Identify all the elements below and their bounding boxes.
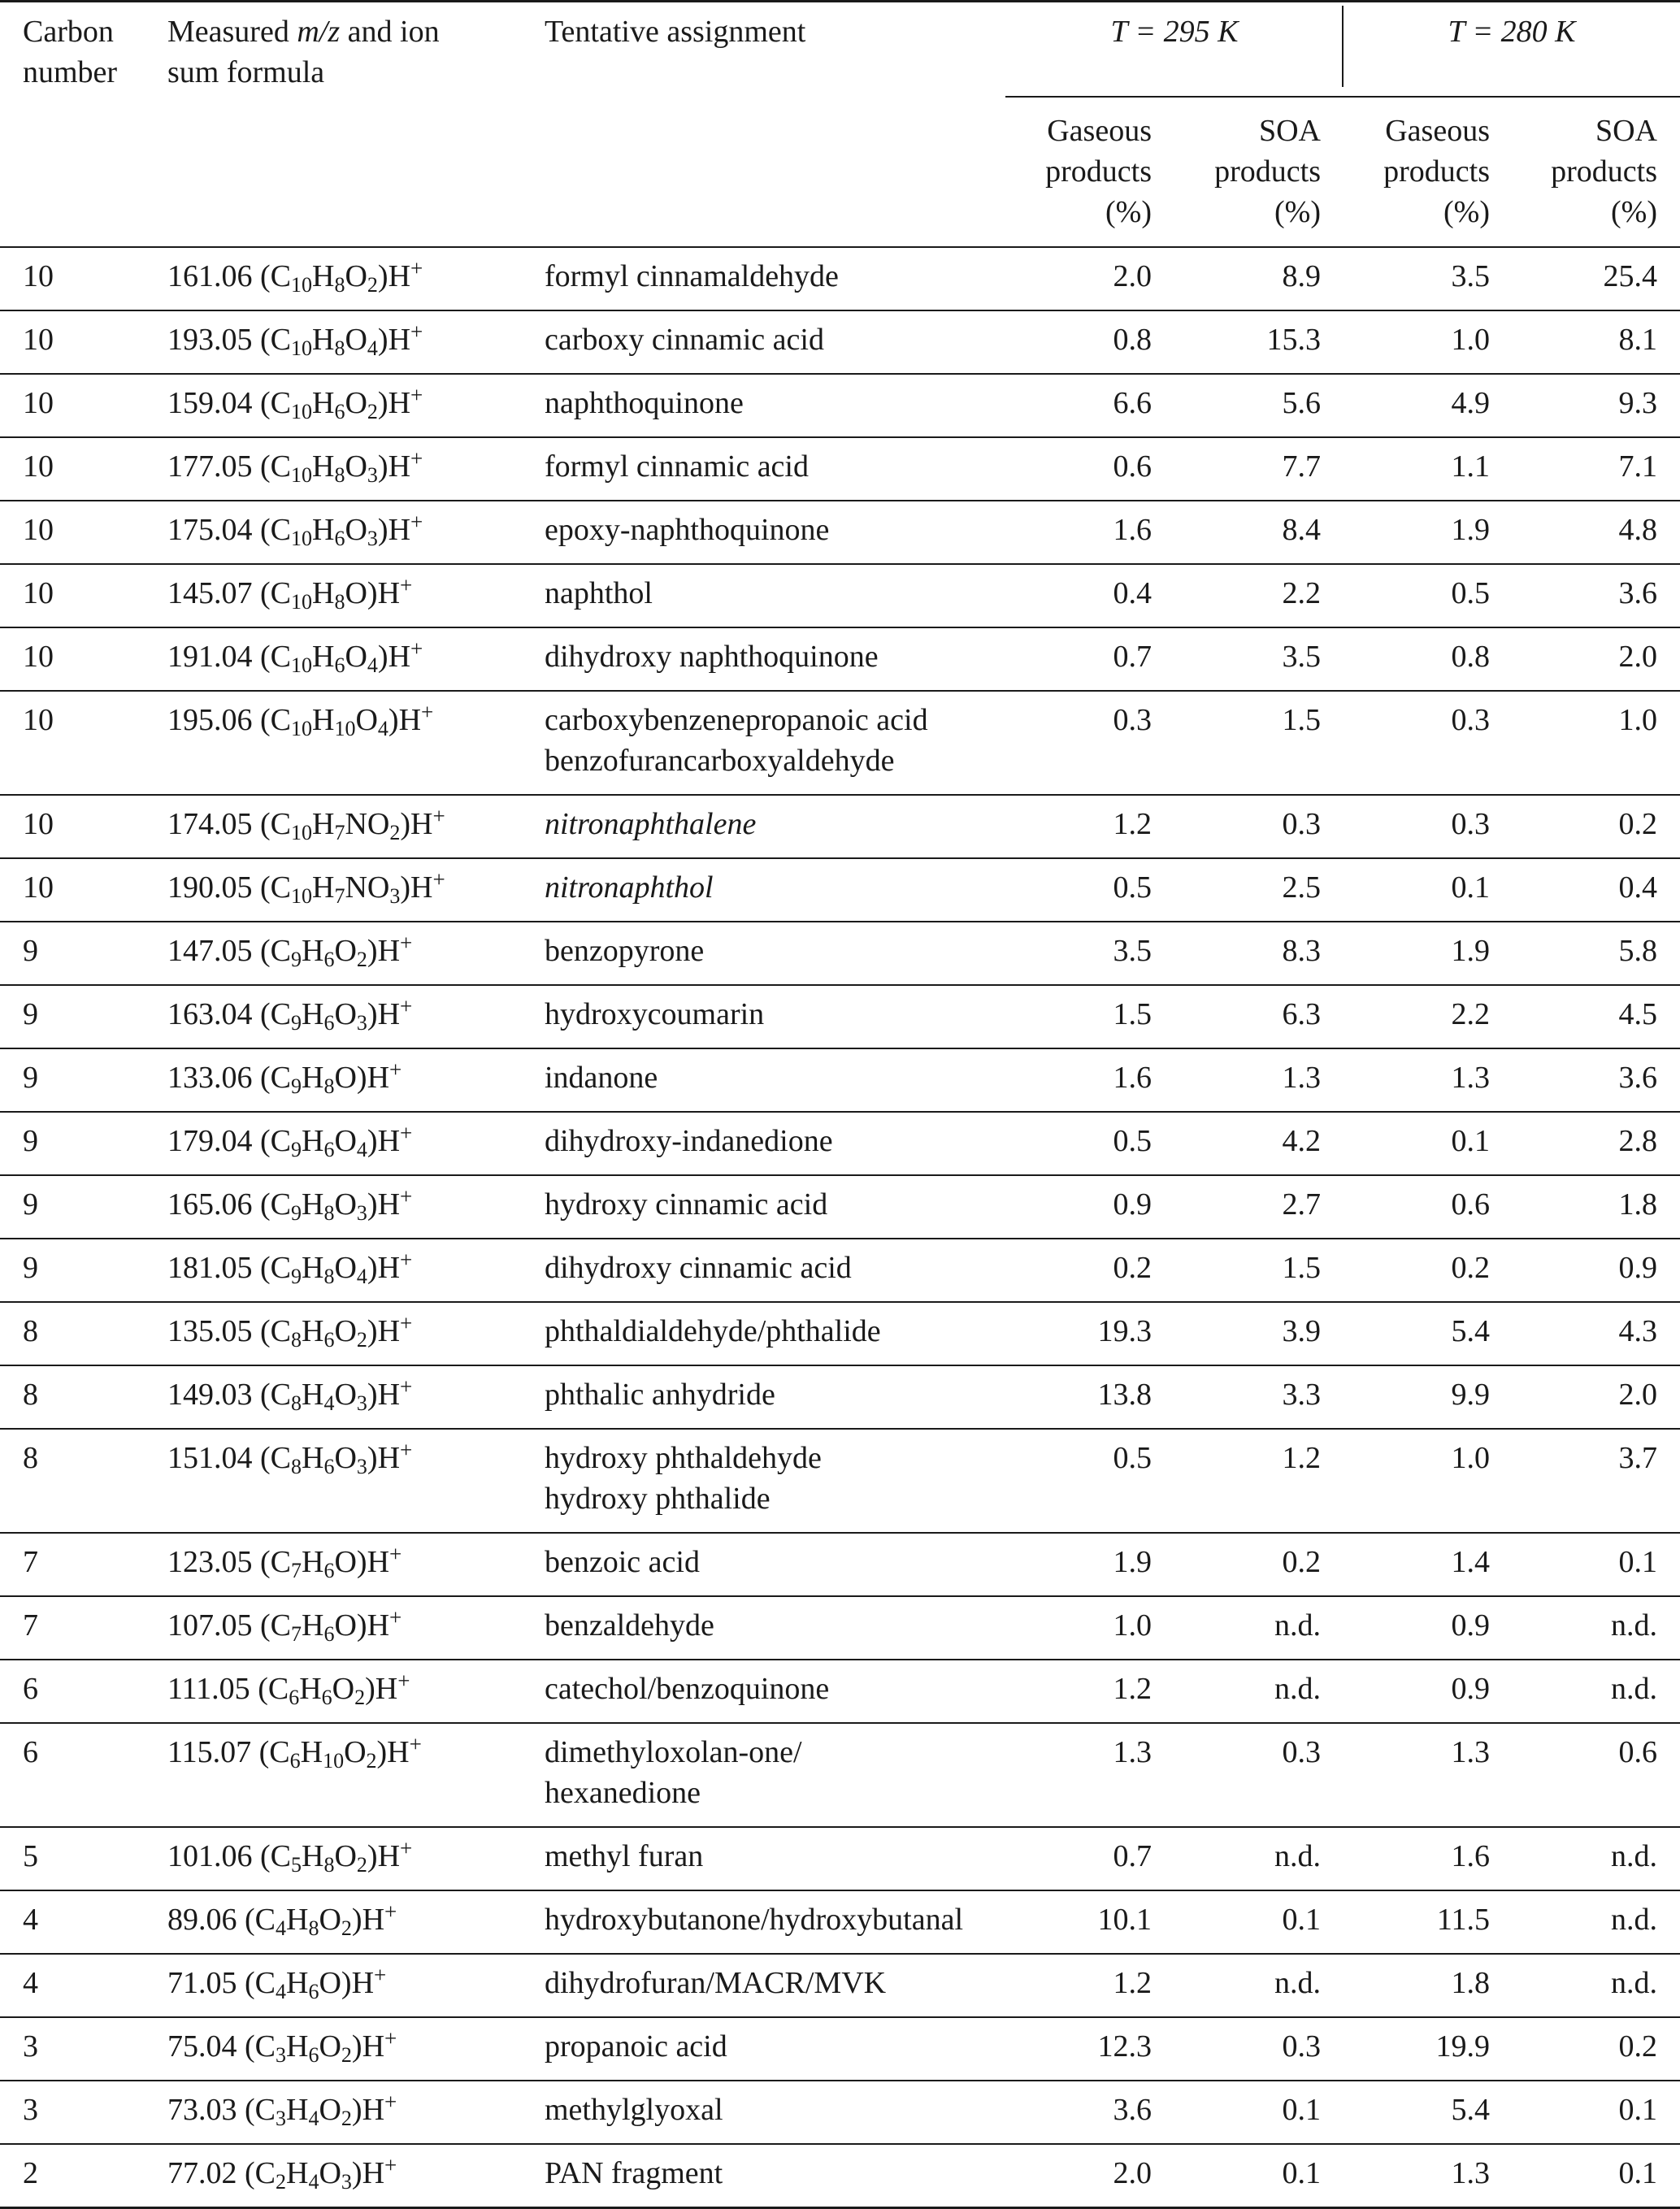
soa-280-cell: 0.1 [1618,1545,1657,1579]
carbon-number-cell: 7 [23,1608,38,1643]
assignment-cell: naphthoquinone [545,386,744,420]
carbon-number-cell: 2 [23,2156,38,2190]
assignment-cell: dimethyloxolan-one/ hexanedione [545,1735,802,1810]
carbon-number-cell: 8 [23,1441,38,1475]
assignment-cell: epoxy-naphthoquinone [545,513,830,547]
gaseous-295-cell: 0.9 [1113,1187,1152,1222]
gaseous-280-cell: 0.3 [1451,807,1490,841]
mz-formula-cell: 101.06 $(C_5H_8O_2)H^+$ [167,1836,413,1877]
assignment-cell: dihydrofuran/MACR/MVK [545,1966,887,2000]
mz-formula-cell: 107.05 $(C_7H_6O)H^+$ [167,1605,402,1646]
gaseous-295-cell: 1.6 [1113,1061,1152,1095]
gaseous-280-cell: 9.9 [1451,1378,1490,1412]
soa-280-cell: 0.6 [1618,1735,1657,1769]
mz-formula-cell: 115.07 $(C_6H_{10}O_2)H^+$ [167,1732,422,1773]
carbon-number-cell: 10 [23,807,54,841]
gaseous-295-cell: 0.7 [1113,1839,1152,1873]
mz-formula-cell: 165.06 $(C_9H_8O_3)H^+$ [167,1184,413,1225]
soa-295-cell: 2.5 [1282,870,1321,905]
mz-formula-cell: 191.04 $(C_{10}H_6O_4)H^+$ [167,636,423,677]
soa-295-cell: 1.5 [1282,1251,1321,1285]
gaseous-295-cell: 1.6 [1113,513,1152,547]
table-header [0,2,1680,248]
gaseous-280-cell: 1.3 [1451,1735,1490,1769]
header-soa-280: SOA products (%) [1513,97,1680,247]
table-row [0,1596,1680,1660]
table-row [0,1239,1680,1302]
table-row [0,2081,1680,2144]
table-row [0,1890,1680,1954]
assignment-cell: nitronaphthol [545,870,714,905]
table-row [0,1533,1680,1596]
gaseous-280-cell: 0.3 [1451,703,1490,737]
mz-formula-cell: 75.04 $(C_3H_6O_2)H^+$ [167,2026,397,2067]
header-gaseous-280: Gaseous products (%) [1344,97,1513,247]
soa-280-cell: n.d. [1611,1903,1657,1937]
mz-formula-cell: 149.03 $(C_8H_4O_3)H^+$ [167,1374,413,1415]
soa-295-cell: 0.3 [1282,807,1321,841]
soa-280-cell: 0.4 [1618,870,1657,905]
carbon-number-cell: 10 [23,870,54,905]
soa-295-cell: 1.2 [1282,1441,1321,1475]
table-row [0,627,1680,691]
carbon-number-cell: 10 [23,576,54,610]
soa-295-cell: 0.1 [1282,2156,1321,2190]
soa-295-cell: 8.3 [1282,934,1321,968]
table-row [0,985,1680,1048]
assignment-cell: hydroxy cinnamic acid [545,1187,828,1222]
gaseous-280-cell: 3.5 [1451,259,1490,293]
mz-formula-cell: 111.05 $(C_6H_6O_2)H^+$ [167,1669,410,1709]
carbon-number-cell: 3 [23,2093,38,2127]
header-gaseous-295: Gaseous products (%) [1005,97,1174,247]
carbon-number-cell: 8 [23,1314,38,1348]
carbon-number-cell: 10 [23,449,54,484]
table-row [0,374,1680,437]
mz-formula-cell: 147.05 $(C_9H_6O_2)H^+$ [167,931,413,971]
gaseous-295-cell: 1.2 [1113,807,1152,841]
assignment-cell: dihydroxy cinnamic acid [545,1251,852,1285]
table-row [0,1112,1680,1175]
header-measured-mz: Measured m/z and ion sum formula [167,2,545,98]
assignment-cell: methyl furan [545,1839,704,1873]
gaseous-280-cell: 11.5 [1436,1903,1490,1937]
header-temperature-280: T = 280 K [1344,2,1680,98]
table-body [0,247,1680,2208]
soa-280-cell: 0.2 [1618,2029,1657,2064]
mz-formula-cell: 151.04 $(C_8H_6O_3)H^+$ [167,1438,413,1478]
soa-295-cell: 6.3 [1282,997,1321,1031]
soa-280-cell: n.d. [1611,1608,1657,1643]
carbon-number-cell: 9 [23,1251,38,1285]
gaseous-280-cell: 1.1 [1451,449,1490,484]
gaseous-295-cell: 0.4 [1113,576,1152,610]
soa-280-cell: 0.1 [1618,2093,1657,2127]
mz-formula-cell: 177.05 $(C_{10}H_8O_3)H^+$ [167,446,423,487]
carbon-number-cell: 7 [23,1545,38,1579]
carbon-number-cell: 9 [23,997,38,1031]
mz-formula-cell: 145.07 $(C_{10}H_8O)H^+$ [167,573,413,614]
soa-295-cell: 0.3 [1282,1735,1321,1769]
carbon-number-cell: 9 [23,1124,38,1158]
soa-295-cell: 1.5 [1282,703,1321,737]
header-temperature-295: T = 295 K [1005,2,1344,98]
gaseous-295-cell: 1.2 [1113,1672,1152,1706]
soa-280-cell: 0.1 [1618,2156,1657,2190]
table-row [0,501,1680,564]
soa-295-cell: 1.3 [1282,1061,1321,1095]
soa-280-cell: n.d. [1611,1672,1657,1706]
table-row [0,2017,1680,2081]
table-row [0,2144,1680,2208]
gaseous-280-cell: 1.0 [1451,323,1490,357]
table-row [0,858,1680,922]
soa-280-cell: 25.4 [1603,259,1657,293]
soa-280-cell: n.d. [1611,1839,1657,1873]
mz-formula-cell: 159.04 $(C_{10}H_6O_2)H^+$ [167,383,423,423]
mz-formula-cell: 89.06 $(C_4H_8O_2)H^+$ [167,1899,397,1940]
soa-295-cell: 2.7 [1282,1187,1321,1222]
gaseous-295-cell: 1.0 [1113,1608,1152,1643]
soa-280-cell: 4.8 [1618,513,1657,547]
header-soa-295: SOA products (%) [1174,97,1344,247]
gaseous-295-cell: 0.5 [1113,1124,1152,1158]
soa-280-cell: 8.1 [1618,323,1657,357]
soa-280-cell: 7.1 [1618,449,1657,484]
carbon-number-cell: 8 [23,1378,38,1412]
assignment-cell: indanone [545,1061,658,1095]
assignment-cell: benzoic acid [545,1545,700,1579]
carbon-number-cell: 9 [23,934,38,968]
soa-295-cell: 5.6 [1282,386,1321,420]
table-row [0,1429,1680,1533]
assignment-cell: dihydroxy-indanedione [545,1124,833,1158]
table-row [0,1302,1680,1365]
gaseous-280-cell: 1.8 [1451,1966,1490,2000]
soa-280-cell: 2.0 [1618,1378,1657,1412]
mz-formula-cell: 77.02 $(C_2H_4O_3)H^+$ [167,2153,397,2194]
mz-formula-cell: 123.05 $(C_7H_6O)H^+$ [167,1542,402,1582]
table-row [0,437,1680,501]
table-row [0,1660,1680,1723]
gaseous-295-cell: 3.5 [1113,934,1152,968]
gaseous-280-cell: 2.2 [1451,997,1490,1031]
table-row [0,795,1680,858]
mz-formula-cell: 179.04 $(C_9H_6O_4)H^+$ [167,1121,413,1161]
soa-295-cell: 15.3 [1266,323,1321,357]
assignment-cell: phthaldialdehyde/phthalide [545,1314,881,1348]
gaseous-295-cell: 19.3 [1097,1314,1152,1348]
mz-formula-cell: 195.06 $(C_{10}H_{10}O_4)H^+$ [167,700,434,740]
gaseous-295-cell: 0.5 [1113,1441,1152,1475]
gaseous-280-cell: 1.9 [1451,513,1490,547]
gaseous-280-cell: 0.5 [1451,576,1490,610]
carbon-number-cell: 6 [23,1735,38,1769]
soa-295-cell: 3.3 [1282,1378,1321,1412]
gaseous-280-cell: 0.2 [1451,1251,1490,1285]
assignment-cell: benzopyrone [545,934,705,968]
gaseous-280-cell: 0.8 [1451,640,1490,674]
assignment-cell: carboxy cinnamic acid [545,323,824,357]
carbon-number-cell: 10 [23,386,54,420]
mz-formula-cell: 190.05 $(C_{10}H_7NO_3)H^+$ [167,867,445,908]
soa-280-cell: 4.3 [1618,1314,1657,1348]
mz-formula-cell: 161.06 $(C_{10}H_8O_2)H^+$ [167,256,423,297]
carbon-number-cell: 10 [23,703,54,737]
soa-280-cell: 5.8 [1618,934,1657,968]
soa-280-cell: 0.2 [1618,807,1657,841]
soa-280-cell: 4.5 [1618,997,1657,1031]
assignment-cell: carboxybenzenepropanoic acid benzofurancarboxyaldehyde [545,703,928,778]
gaseous-295-cell: 1.9 [1113,1545,1152,1579]
gaseous-295-cell: 2.0 [1113,2156,1152,2190]
gaseous-280-cell: 1.9 [1451,934,1490,968]
carbon-number-cell: 9 [23,1187,38,1222]
gaseous-295-cell: 13.8 [1097,1378,1152,1412]
soa-295-cell: 3.5 [1282,640,1321,674]
assignment-cell: formyl cinnamic acid [545,449,809,484]
soa-280-cell: 3.7 [1618,1441,1657,1475]
assignment-cell: nitronaphthalene [545,807,757,841]
gaseous-295-cell: 3.6 [1113,2093,1152,2127]
soa-280-cell: 0.9 [1618,1251,1657,1285]
carbon-number-cell: 3 [23,2029,38,2064]
gaseous-280-cell: 1.3 [1451,2156,1490,2190]
mz-formula-cell: 73.03 $(C_3H_4O_2)H^+$ [167,2090,397,2130]
assignment-cell: propanoic acid [545,2029,727,2064]
carbon-number-cell: 4 [23,1966,38,2000]
soa-280-cell: n.d. [1611,1966,1657,2000]
soa-295-cell: n.d. [1274,1672,1321,1706]
soa-280-cell: 1.8 [1618,1187,1657,1222]
gaseous-295-cell: 12.3 [1097,2029,1152,2064]
gaseous-295-cell: 1.3 [1113,1735,1152,1769]
gaseous-280-cell: 1.4 [1451,1545,1490,1579]
soa-295-cell: 0.1 [1282,1903,1321,1937]
assignment-cell: phthalic anhydride [545,1378,775,1412]
header-carbon-number: Carbon number [0,2,167,98]
mz-formula-cell: 193.05 $(C_{10}H_8O_4)H^+$ [167,319,423,360]
table-row [0,564,1680,627]
table-row [0,247,1680,310]
gaseous-295-cell: 0.3 [1113,703,1152,737]
gaseous-280-cell: 5.4 [1451,1314,1490,1348]
carbon-number-cell: 10 [23,640,54,674]
assignment-cell: hydroxy phthaldehyde hydroxy phthalide [545,1441,822,1516]
gaseous-295-cell: 0.5 [1113,870,1152,905]
soa-295-cell: 4.2 [1282,1124,1321,1158]
mz-formula-cell: 133.06 $(C_9H_8O)H^+$ [167,1057,402,1098]
soa-295-cell: 8.4 [1282,513,1321,547]
soa-280-cell: 3.6 [1618,576,1657,610]
mz-formula-cell: 135.05 $(C_8H_6O_2)H^+$ [167,1311,413,1352]
assignment-cell: PAN fragment [545,2156,723,2190]
assignment-cell: formyl cinnamaldehyde [545,259,839,293]
table-row [0,1827,1680,1890]
soa-295-cell: 8.9 [1282,259,1321,293]
assignment-cell: hydroxybutanone/hydroxybutanal [545,1903,964,1937]
mz-formula-cell: 163.04 $(C_9H_6O_3)H^+$ [167,994,413,1035]
assignment-cell: dihydroxy naphthoquinone [545,640,879,674]
gaseous-280-cell: 0.6 [1451,1187,1490,1222]
gaseous-295-cell: 10.1 [1097,1903,1152,1937]
gaseous-280-cell: 0.9 [1451,1608,1490,1643]
carbon-number-cell: 4 [23,1903,38,1937]
gaseous-280-cell: 1.6 [1451,1839,1490,1873]
assignment-cell: naphthol [545,576,653,610]
table-row [0,1365,1680,1429]
gaseous-280-cell: 1.3 [1451,1061,1490,1095]
gaseous-280-cell: 19.9 [1435,2029,1490,2064]
mz-formula-cell: 175.04 $(C_{10}H_6O_3)H^+$ [167,510,423,550]
mz-formula-cell: 181.05 $(C_9H_8O_4)H^+$ [167,1248,413,1288]
mz-formula-cell: 71.05 $(C_4H_6O)H^+$ [167,1963,387,2003]
soa-280-cell: 2.0 [1618,640,1657,674]
gaseous-280-cell: 4.9 [1451,386,1490,420]
assignment-cell: catechol/benzoquinone [545,1672,830,1706]
carbon-number-cell: 10 [23,259,54,293]
carbon-number-cell: 5 [23,1839,38,1873]
soa-295-cell: 0.1 [1282,2093,1321,2127]
soa-295-cell: 7.7 [1282,449,1321,484]
soa-280-cell: 1.0 [1618,703,1657,737]
soa-295-cell: 2.2 [1282,576,1321,610]
mz-formula-cell: 174.05 $(C_{10}H_7NO_2)H^+$ [167,804,445,844]
table-row [0,1723,1680,1827]
gaseous-295-cell: 0.7 [1113,640,1152,674]
gaseous-295-cell: 0.6 [1113,449,1152,484]
soa-295-cell: n.d. [1274,1839,1321,1873]
soa-295-cell: 0.3 [1282,2029,1321,2064]
gaseous-280-cell: 1.0 [1451,1441,1490,1475]
soa-295-cell: n.d. [1274,1966,1321,2000]
gaseous-280-cell: 0.9 [1451,1672,1490,1706]
soa-280-cell: 3.6 [1618,1061,1657,1095]
soa-280-cell: 2.8 [1618,1124,1657,1158]
assignment-cell: hydroxycoumarin [545,997,765,1031]
header-tentative-assignment: Tentative assignment [545,2,1005,98]
assignment-cell: benzaldehyde [545,1608,714,1643]
assignment-cell: methylglyoxal [545,2093,723,2127]
gaseous-295-cell: 1.2 [1113,1966,1152,2000]
carbon-number-cell: 10 [23,323,54,357]
table-row [0,310,1680,374]
carbon-number-cell: 10 [23,513,54,547]
soa-295-cell: 0.2 [1282,1545,1321,1579]
gaseous-280-cell: 0.1 [1451,1124,1490,1158]
soa-295-cell: n.d. [1274,1608,1321,1643]
soa-280-cell: 9.3 [1618,386,1657,420]
gaseous-280-cell: 5.4 [1451,2093,1490,2127]
gaseous-295-cell: 1.5 [1113,997,1152,1031]
carbon-number-cell: 6 [23,1672,38,1706]
gaseous-295-cell: 6.6 [1113,386,1152,420]
table-row [0,1954,1680,2017]
gaseous-295-cell: 2.0 [1113,259,1152,293]
gaseous-280-cell: 0.1 [1451,870,1490,905]
gaseous-295-cell: 0.2 [1113,1251,1152,1285]
table-row [0,922,1680,985]
gaseous-295-cell: 0.8 [1113,323,1152,357]
table-row [0,691,1680,795]
soa-295-cell: 3.9 [1282,1314,1321,1348]
table-row [0,1048,1680,1112]
table-row [0,1175,1680,1239]
carbon-number-cell: 9 [23,1061,38,1095]
